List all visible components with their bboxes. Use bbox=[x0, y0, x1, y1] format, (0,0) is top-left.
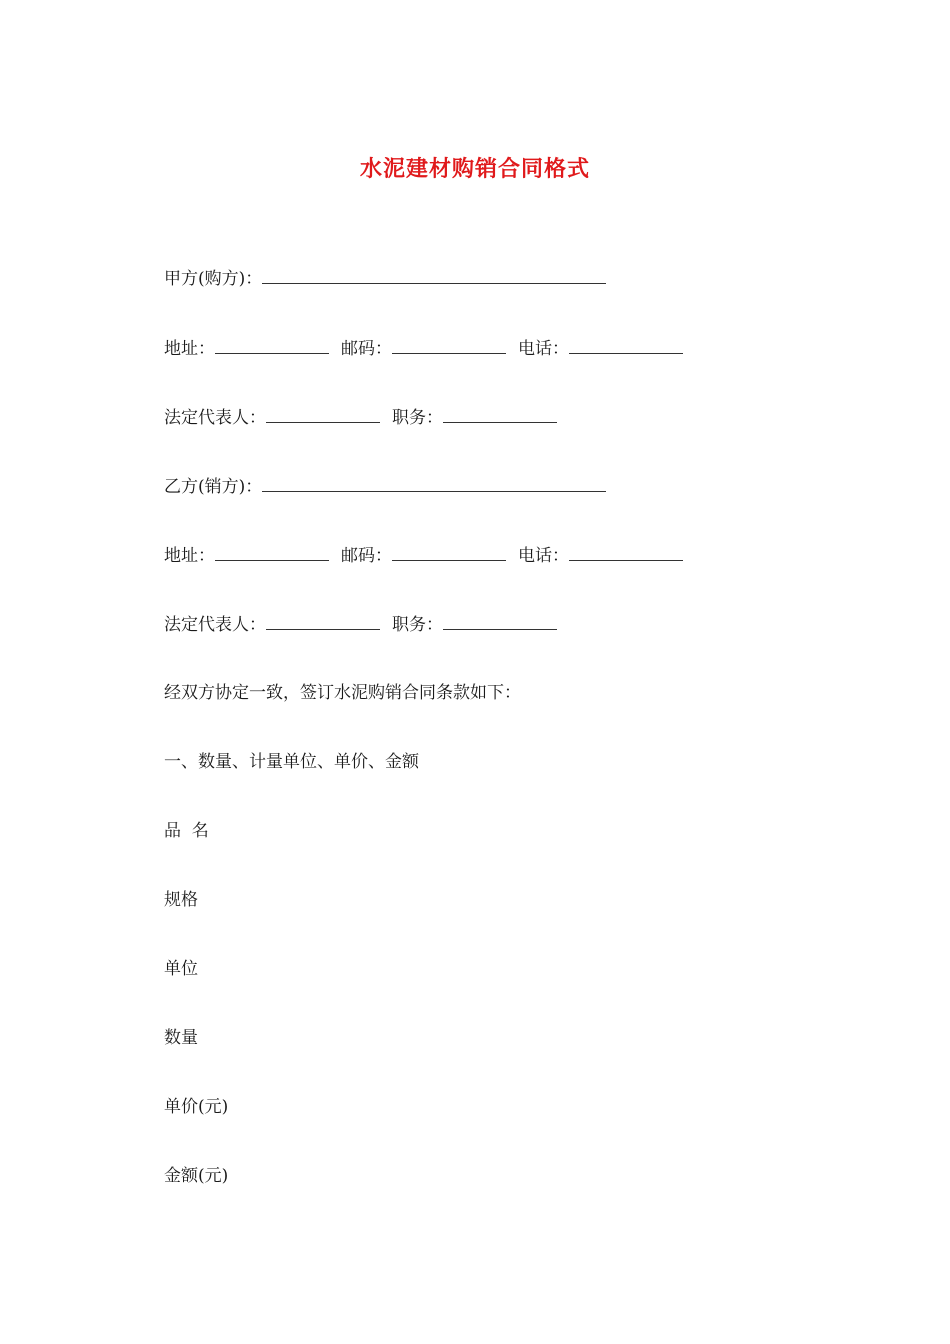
item-amount: 金额(元) bbox=[164, 1166, 229, 1186]
item-unit: 单位 bbox=[164, 959, 198, 979]
party-b-name-label: 乙方(销方)： bbox=[164, 477, 263, 497]
item-quantity: 数量 bbox=[164, 1028, 198, 1048]
party-a-name-field[interactable] bbox=[262, 269, 606, 284]
party-b-postcode-field[interactable] bbox=[392, 546, 506, 561]
item-product-name: 品 名 bbox=[164, 821, 209, 841]
party-b-contact-row bbox=[164, 544, 695, 568]
party-a-position-label: 职务： bbox=[392, 408, 443, 428]
section-1-heading: 一、数量、计量单位、单价、金额 bbox=[164, 752, 419, 772]
party-a-phone-field[interactable] bbox=[569, 339, 683, 354]
document-title: 水泥建材购销合同格式 bbox=[359, 156, 590, 182]
party-a-name-label: 甲方(购方)： bbox=[164, 269, 263, 289]
party-b-name-field[interactable] bbox=[262, 477, 606, 492]
item-unit-price: 单价(元) bbox=[164, 1097, 229, 1117]
party-a-address-label: 地址： bbox=[164, 339, 215, 359]
party-a-postcode-label: 邮码： bbox=[341, 339, 392, 359]
party-b-address-field[interactable] bbox=[215, 546, 329, 561]
party-b-name-row bbox=[164, 475, 618, 499]
party-b-rep-field[interactable] bbox=[266, 615, 380, 630]
party-a-postcode-field[interactable] bbox=[392, 339, 506, 354]
party-a-rep-label: 法定代表人： bbox=[164, 408, 266, 428]
party-b-rep-label: 法定代表人： bbox=[164, 615, 266, 635]
party-b-phone-label: 电话： bbox=[518, 546, 569, 566]
party-a-rep-row bbox=[164, 406, 569, 430]
party-b-position-field[interactable] bbox=[443, 615, 557, 630]
party-b-position-label: 职务： bbox=[392, 615, 443, 635]
intro-paragraph: 经双方协定一致，签订水泥购销合同条款如下： bbox=[164, 683, 521, 703]
party-b-phone-field[interactable] bbox=[569, 546, 683, 561]
party-a-name-row bbox=[164, 267, 618, 291]
party-a-address-field[interactable] bbox=[215, 339, 329, 354]
item-spec: 规格 bbox=[164, 890, 198, 910]
party-b-address-label: 地址： bbox=[164, 546, 215, 566]
party-a-phone-label: 电话： bbox=[518, 339, 569, 359]
party-a-contact-row bbox=[164, 337, 695, 361]
party-a-position-field[interactable] bbox=[443, 408, 557, 423]
party-b-postcode-label: 邮码： bbox=[341, 546, 392, 566]
party-a-rep-field[interactable] bbox=[266, 408, 380, 423]
party-b-rep-row bbox=[164, 613, 569, 637]
